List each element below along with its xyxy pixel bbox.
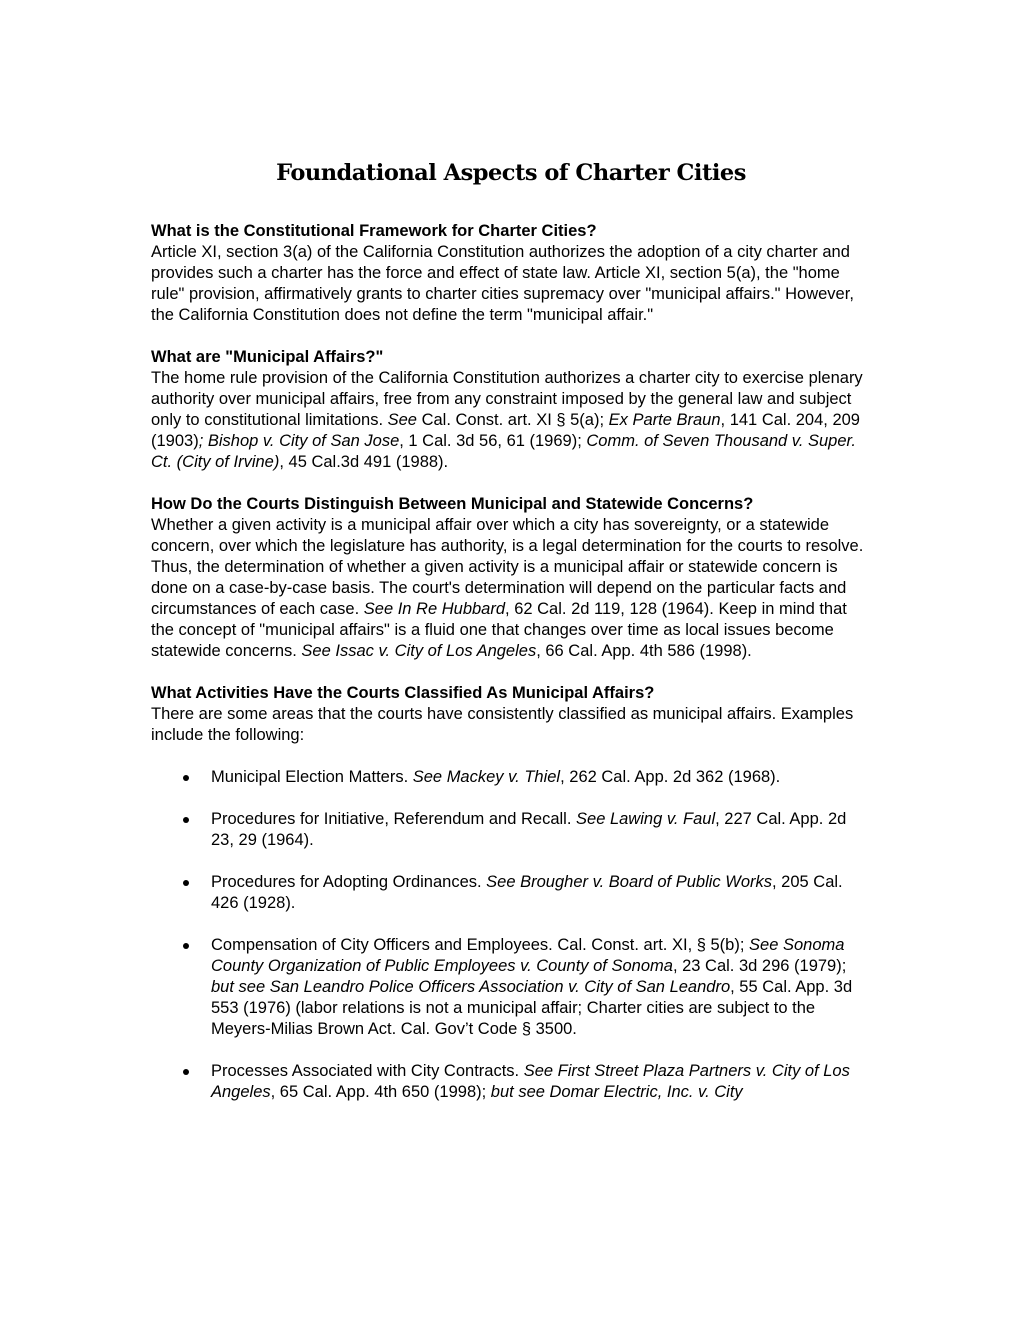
list-item (151, 767, 871, 788)
body-text: , 23 Cal. 3d 296 (1979); (672, 957, 847, 975)
body-text: Municipal Election Matters. (211, 768, 413, 786)
document-page (151, 158, 871, 1124)
section-heading: What Activities Have the Courts Classified As Municipal Affairs? (151, 684, 655, 702)
body-text: , 227 Cal. App. 2d 23, 29 (1964). (211, 810, 847, 849)
page-title: Foundational Aspects of Charter Cities (276, 160, 746, 186)
citation-text: See (387, 411, 417, 429)
body-text: Compensation of City Officers and Employees. Cal. Const. art. XI, § 5(b); (211, 936, 750, 954)
section-body (151, 242, 871, 326)
list-item-text (211, 873, 843, 912)
body-text: Article XI, section 3(a) of the California Constitution authorizes the adoption of a city charter and provides such a charter has the force and effect of state law. Article XI, section 5(a), the "home rule" provision, affirmatively grants to charter cities supremacy over "municipal affairs." However, the California Constitution does not define the term "municipal affair." (151, 243, 854, 324)
citation-text: See Brougher v. Board of Public Works (486, 873, 772, 891)
bullet-icon (183, 775, 189, 781)
list-item (151, 872, 871, 914)
body-text: , 1 Cal. 3d 56, 61 (1969); (399, 432, 587, 450)
list-item-text (211, 1062, 850, 1101)
municipal-affairs-list (151, 767, 871, 1103)
citation-text: See Sonoma County Organization of Public Employees v. County of Sonoma (211, 936, 845, 975)
section-body (151, 368, 871, 473)
section (151, 221, 871, 326)
citation-text: See Issac v. City of Los Angeles (301, 642, 537, 660)
body-text: , 45 Cal.3d 491 (1988). (279, 453, 449, 471)
body-text: There are some areas that the courts have consistently classified as municipal affairs. Examples include the following: (151, 705, 854, 744)
section-heading: How Do the Courts Distinguish Between Municipal and Statewide Concerns? (151, 495, 754, 513)
body-text: Whether a given activity is a municipal affair over which a city has sovereignty, or a statewide concern, over which the legislature has authority, is a legal determination for the courts to resolve. Thus, the determination of whether a given activity is a municipal affair or statewide concern is done on a case-by-case basis. The court's determination will depend on the particular facts and circumstances of each case. (151, 516, 864, 618)
citation-text: See First Street Plaza Partners v. City of Los Angeles (211, 1062, 850, 1101)
bullet-icon (183, 880, 189, 886)
section-heading: What is the Constitutional Framework for Charter Cities? (151, 222, 597, 240)
section (151, 347, 871, 473)
citation-text: but see Domar Electric, Inc. v. City (490, 1083, 743, 1101)
citation-text: Ex Parte Braun (608, 411, 721, 429)
section (151, 683, 871, 746)
body-text: Procedures for Adopting Ordinances. (211, 873, 487, 891)
sections-container (151, 221, 871, 746)
body-text: , 65 Cal. App. 4th 650 (1998); (270, 1083, 491, 1101)
citation-text: See In Re Hubbard (363, 600, 506, 618)
section-heading: What are "Municipal Affairs?" (151, 348, 384, 366)
bullet-icon (183, 943, 189, 949)
bullet-icon (183, 1069, 189, 1075)
bullet-icon (183, 817, 189, 823)
list-item (151, 1061, 871, 1103)
citation-text: but see San Leandro Police Officers Association v. City of San Leandro (211, 978, 731, 996)
citation-text: ; Bishop v. City of San Jose (198, 432, 400, 450)
section-body (151, 704, 871, 746)
body-text: Processes Associated with City Contracts. (211, 1062, 524, 1080)
citation-text: See Lawing v. Faul (576, 810, 716, 828)
list-item-text (211, 810, 846, 849)
citation-text: Comm. of Seven Thousand v. Super. Ct. (City of Irvine) (151, 432, 857, 471)
body-text: , 62 Cal. 2d 119, 128 (1964). Keep in mind that the concept of "municipal affairs" is a fluid one that changes over time as local issues become statewide concerns. (151, 600, 847, 660)
body-text: , 262 Cal. App. 2d 362 (1968). (560, 768, 781, 786)
body-text: , 141 Cal. 204, 209 (1903) (151, 411, 860, 450)
list-item-text (211, 936, 852, 1038)
body-text: , 66 Cal. App. 4th 586 (1998). (536, 642, 752, 660)
body-text: , 55 Cal. App. 3d 553 (1976) (labor relations is not a municipal affair; Charter cities are subject to the Meyers-Milias Brown Act. Cal. Gov’t Code § 3500. (211, 978, 853, 1038)
list-item (151, 935, 871, 1040)
body-text: Cal. Const. art. XI § 5(a); (416, 411, 609, 429)
section (151, 494, 871, 662)
list-item-text (211, 768, 780, 786)
section-body (151, 515, 871, 662)
body-text: Procedures for Initiative, Referendum and Recall. (211, 810, 577, 828)
body-text: , 205 Cal. 426 (1928). (211, 873, 843, 912)
list-item (151, 809, 871, 851)
citation-text: See Mackey v. Thiel (412, 768, 561, 786)
body-text: The home rule provision of the California Constitution authorizes a charter city to exercise plenary authority over municipal affairs, free from any constraint imposed by the general law and subject only to constitutional limitations. (151, 369, 863, 429)
